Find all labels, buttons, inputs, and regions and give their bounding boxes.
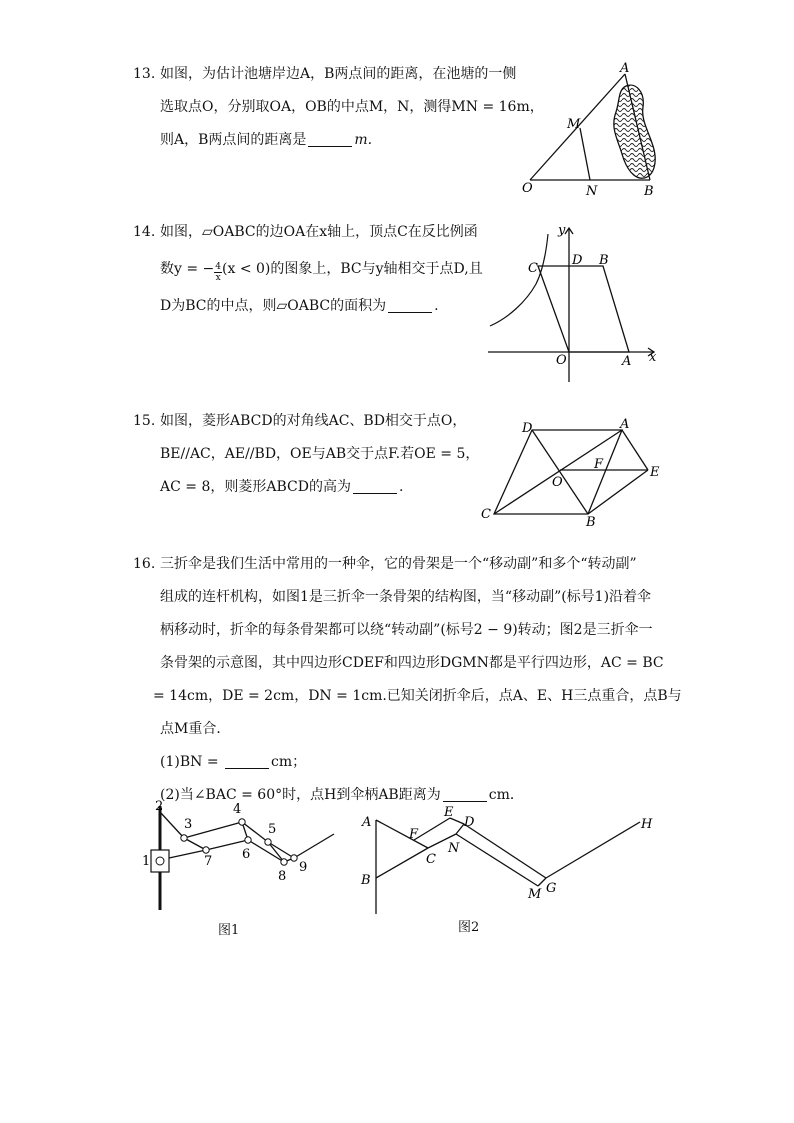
answer-blank[interactable] (353, 477, 397, 494)
pivot-3 (181, 835, 187, 841)
label-O: O (556, 353, 567, 368)
question-number: 13. (133, 66, 156, 82)
question-text (153, 548, 682, 812)
question-line: 三折伞是我们生活中常用的一种伞，它的骨架是一个“移动副”和多个“转动副” (160, 556, 637, 572)
question-text (160, 216, 483, 323)
label-3: 3 (184, 817, 193, 832)
label-C: C (528, 261, 538, 276)
diagonal-BD (532, 430, 588, 514)
label-O: O (552, 475, 563, 490)
label-B: B (644, 184, 654, 199)
figure-16-1-umbrella-structure (138, 798, 338, 913)
answer-blank[interactable] (225, 752, 269, 769)
question-line: 如图，为估计池塘岸边A，B两点间的距离，在池塘的一侧 (160, 66, 517, 82)
question-line: = 14cm，DE = 2cm，DN = 1cm.已知关闭折伞后，点A、E、H三点重合，点B与 (153, 688, 682, 704)
segment-AC (376, 820, 428, 848)
segment-DN (456, 824, 464, 834)
label-G: G (546, 881, 557, 896)
label-B: B (599, 253, 609, 268)
segment-MG (538, 878, 546, 886)
question-line: 点M重合． (160, 721, 231, 737)
label-F: F (409, 827, 419, 842)
answer-blank[interactable] (388, 296, 432, 313)
question-line: 如图，菱形ABCD的对角线AC、BD相交于点O， (160, 413, 467, 429)
slider-pivot (156, 857, 164, 865)
label-B: B (586, 515, 596, 530)
label-x: x (649, 350, 657, 365)
label-6: 6 (242, 847, 251, 862)
question-number: 15. (133, 413, 156, 429)
stretcher-8-5 (268, 842, 284, 862)
segment-GH (546, 822, 640, 878)
pivot-4 (239, 819, 245, 825)
label-B: B (361, 873, 371, 888)
question-number: 16. (133, 556, 156, 572)
fraction-denominator: x (215, 273, 221, 283)
segment-BC (376, 848, 428, 878)
parallelogram-OABC (538, 266, 629, 352)
pivot-8 (281, 859, 287, 865)
question-line (160, 746, 682, 779)
question-text (160, 405, 479, 504)
label-M: M (567, 117, 581, 132)
label-C: C (481, 507, 491, 522)
label-4: 4 (233, 802, 242, 817)
punctuation: . (398, 479, 404, 495)
question-line-text: (x < 0)的图象上，BC与y轴相交于点D,且 (222, 261, 483, 277)
figure-2-caption: 图2 (458, 920, 480, 935)
pivot-6 (245, 837, 251, 843)
unit-text: cm． (488, 787, 524, 803)
label-1: 1 (142, 854, 151, 869)
pivot-7 (203, 847, 209, 853)
label-A: A (362, 815, 372, 830)
pond-shape (614, 85, 655, 178)
question-line (160, 124, 544, 157)
label-A: A (620, 61, 630, 76)
label-A: A (622, 354, 632, 369)
pivot-9 (291, 855, 297, 861)
label-A: A (620, 417, 630, 432)
label-E: E (650, 465, 660, 480)
label-9: 9 (299, 860, 308, 875)
label-8: 8 (278, 869, 287, 884)
rib-link-5-9 (268, 842, 294, 858)
stretcher-3-7 (184, 838, 206, 850)
segment-NM (456, 834, 538, 886)
question-line: 柄移动时，折伞的每条骨架都可以绕“转动副”(标号2 − 9)转动；图2是三折伞一 (160, 622, 653, 638)
figure-16-2-rib-diagram (358, 806, 668, 918)
figure-q14-parallelogram (486, 222, 666, 387)
question-line-text: 则A，B两点间的距离是 (160, 132, 307, 148)
unit-text: m. (354, 132, 373, 148)
question-line-text: (2)当∠BAC = 60°时，点H到伞柄AB距离为 (160, 787, 441, 803)
question-line: BE//AC，AE//BD，OE与AB交于点F.若OE = 5， (160, 446, 480, 462)
question-number: 14. (133, 224, 156, 240)
segment-MN (580, 128, 590, 180)
label-M: M (528, 887, 542, 902)
figure-q15-rhombus (478, 418, 668, 530)
label-F: F (594, 457, 604, 472)
punctuation: . (434, 298, 439, 314)
question-line (160, 290, 483, 323)
label-D: D (522, 421, 533, 436)
label-N: N (448, 841, 460, 856)
segment-FE (414, 818, 450, 840)
label-E: E (444, 805, 454, 820)
question-line: 组成的连杆机构，如图1是三折伞一条骨架的结构图，当“移动副”(标号1)沿着伞 (160, 589, 652, 605)
label-5: 5 (268, 822, 277, 837)
fraction (214, 262, 222, 283)
question-line: 如图，▱OABC的边OA在x轴上，顶点C在反比例函 (160, 224, 478, 240)
question-line: 选取点O，分别取OA，OB的中点M，N，测得MN = 16m， (160, 99, 544, 115)
label-2: 2 (155, 799, 164, 814)
question-line (160, 253, 483, 286)
stretcher-1-7 (169, 850, 206, 858)
answer-blank[interactable] (443, 785, 487, 802)
question-line-text: 数y = − (160, 261, 215, 277)
question-line-text: D为BC的中点，则▱OABC的面积为 (160, 298, 387, 314)
label-7: 7 (204, 854, 213, 869)
hyperbola-curve (490, 234, 548, 326)
label-D: D (572, 253, 583, 268)
label-C: C (426, 852, 436, 867)
segment-AE (622, 430, 648, 470)
question-line (160, 471, 479, 504)
pivot-5 (265, 839, 271, 845)
figure-1-caption: 图1 (218, 923, 240, 938)
question-line: 条骨架的示意图，其中四边形CDEF和四边形DGMN都是平行四边形，AC = BC (160, 655, 664, 671)
unit-text: cm； (271, 754, 307, 770)
rib-upper (160, 812, 184, 838)
question-line-text: AC = 8，则菱形ABCD的高为 (160, 479, 351, 495)
label-H: H (641, 817, 653, 832)
rib-link-3-4 (184, 822, 242, 838)
segment-DG (464, 824, 546, 878)
question-line-text: (1)BN = (160, 754, 223, 770)
answer-blank[interactable] (308, 130, 352, 147)
label-D: D (464, 815, 475, 830)
rib-tip (294, 834, 334, 858)
label-N: N (586, 184, 598, 199)
question-text (160, 58, 544, 157)
fraction-numerator: 4 (215, 262, 222, 272)
figure-q13-pond (510, 62, 670, 202)
label-y: y (558, 223, 566, 238)
label-O: O (522, 181, 533, 196)
